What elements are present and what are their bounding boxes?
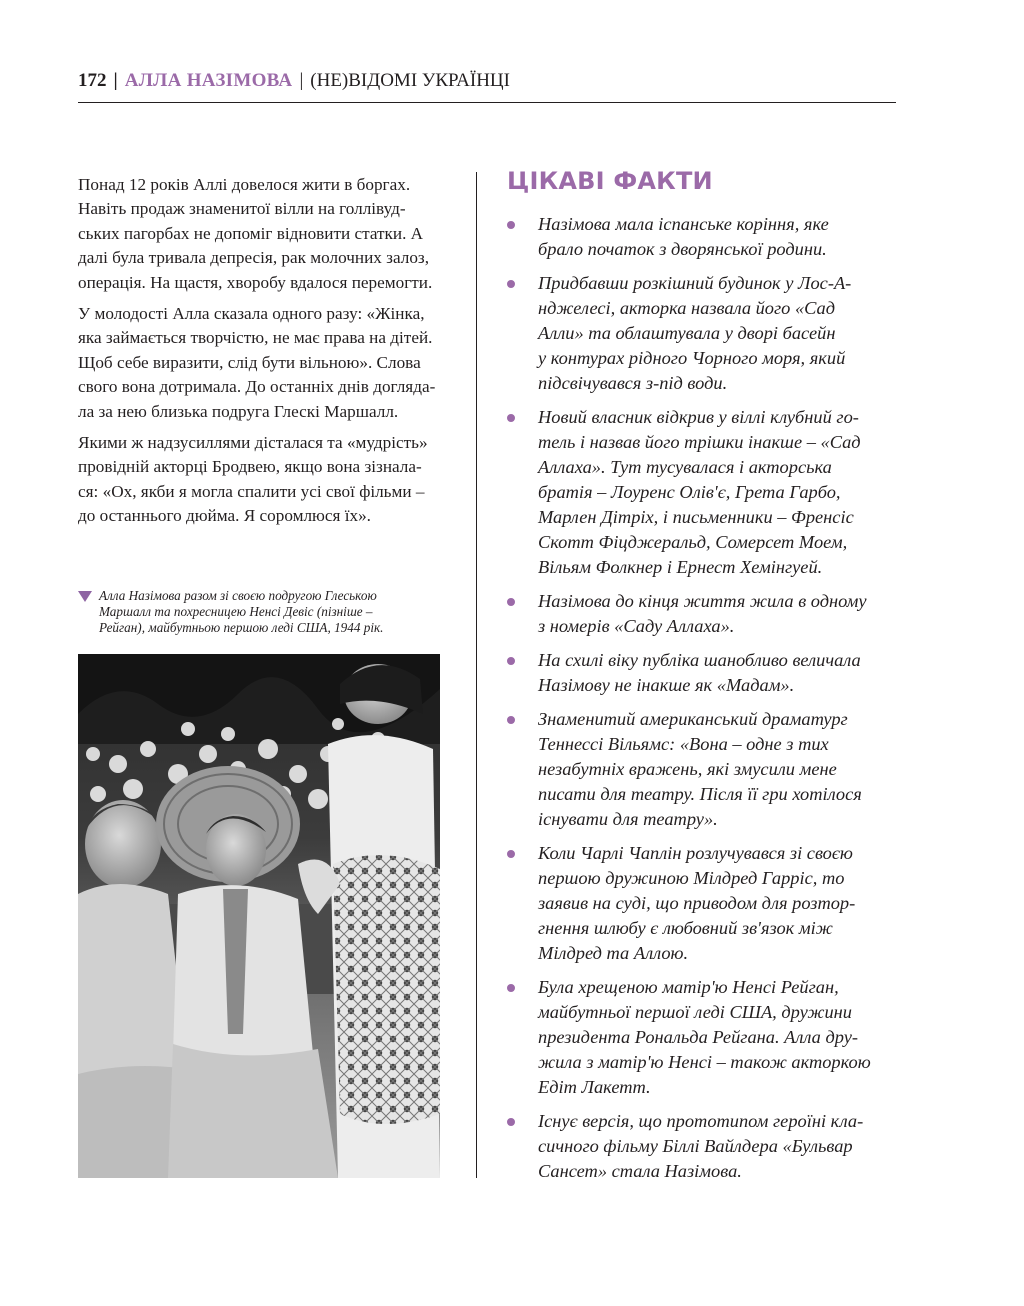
fact-item (507, 975, 902, 1100)
header-separator: | (113, 70, 118, 91)
left-column (78, 173, 456, 536)
fact-item (507, 271, 902, 396)
facts-title: ЦІКАВІ ФАКТИ (507, 167, 713, 195)
fact-item (507, 1109, 902, 1184)
fact-item (507, 405, 902, 580)
body-paragraph-3: Якими ж надзусиллями дісталася та «мудрість» провідній акторці Бродвею, якщо вона зізнала- ся: «Ох, якби я могла спалити усі свої фільми – до останнього дюйма. Я соромлюся їх». (78, 433, 428, 526)
page-number: 172 (78, 70, 107, 91)
bullet-icon (507, 850, 515, 858)
bullet-icon (507, 984, 515, 992)
historical-photo (78, 654, 440, 1178)
fact-item (507, 707, 902, 832)
photo-caption (78, 588, 438, 636)
column-divider (476, 172, 477, 1178)
header-separator-2: | (299, 70, 304, 91)
caption-triangle-icon (78, 591, 92, 602)
header-name: АЛЛА НАЗІМОВА (124, 70, 293, 91)
fact-item (507, 212, 902, 262)
fact-text: Знаменитий американський драматург Теннессі Вільямс: «Вона – одне з тих незабутніх вражень, які змусили мене писати для театру. Після її гри хотілося існувати для театру». (538, 709, 862, 829)
facts-section (507, 166, 902, 1193)
bullet-icon (507, 414, 515, 422)
body-paragraph-1: Понад 12 років Аллі довелося жити в боргах. Навіть продаж знаменитої вілли на голлівуд- ських пагорбах не допоміг відновити статки. А далі була тривала депресія, рак молочних залоз, операція. На щастя, хворобу вдалося перемогти. (78, 175, 433, 292)
header-series: (НЕ)ВІДОМІ УКРАЇНЦІ (310, 70, 510, 91)
body-paragraph-2: У молодості Алла сказала одного разу: «Жінка, яка займається творчістю, не має права на дітей. Щоб себе виразити, слід бути вільною». Слова свого вона дотримала. До останніх днів догляда- ла за нею близька подруга Глескі Маршалл. (78, 304, 436, 421)
bullet-icon (507, 716, 515, 724)
fact-text: Назімова мала іспанське коріння, яке брало початок з дворянської родини. (538, 214, 829, 259)
fact-text: Назімова до кінця життя жила в одному з номерів «Саду Аллаха». (538, 591, 867, 636)
fact-item (507, 589, 902, 639)
running-header (78, 68, 896, 103)
bullet-icon (507, 280, 515, 288)
bullet-icon (507, 221, 515, 229)
bullet-icon (507, 657, 515, 665)
bullet-icon (507, 598, 515, 606)
fact-text: Коли Чарлі Чаплін розлучувався зі своєю першою дружиною Мілдред Гарріс, то заявив на суді, що приводом для розтор- гнення шлюбу є любовний зв'язок між Мілдред та Аллою. (538, 843, 856, 963)
fact-text: Новий власник відкрив у віллі клубний го- тель і назвав його трішки інакше – «Сад Аллаха». Тут тусувалася і акторська братія – Лоуренс Олів'є, Грета Гарбо, Марлен Дітріх, і письменники – Френсіс Скотт Фіцджеральд, Сомерсет Моем, Вільям Фолкнер і Ернест Хемінгуей. (538, 407, 861, 577)
fact-item (507, 841, 902, 966)
fact-text: На схилі віку публіка шанобливо величала Назімову не інакше як «Мадам». (538, 650, 861, 695)
caption-text: Алла Назімова разом зі своєю подругою Глеською Маршалл та похресницею Ненсі Девіс (пізніше – Рейган), майбутньою першою леді США, 1944 рік. (99, 588, 384, 635)
fact-text: Була хрещеною матір'ю Ненсі Рейган, майбутньої першої леді США, дружини президента Рональда Рейгана. Алла дру- жила з матір'ю Ненсі – також акторкою Едіт Лакетт. (538, 977, 871, 1097)
fact-text: Придбавши розкішний будинок у Лос-А- нджелесі, акторка назвала його «Сад Алли» та облаштувала у дворі басейн у контурах рідного Чорного моря, який підсвічувався з-під води. (538, 273, 852, 393)
bullet-icon (507, 1118, 515, 1126)
fact-item (507, 648, 902, 698)
fact-text: Існує версія, що прототипом героїні кла- сичного фільму Біллі Вайлдера «Бульвар Сансет» стала Назімова. (538, 1111, 864, 1181)
